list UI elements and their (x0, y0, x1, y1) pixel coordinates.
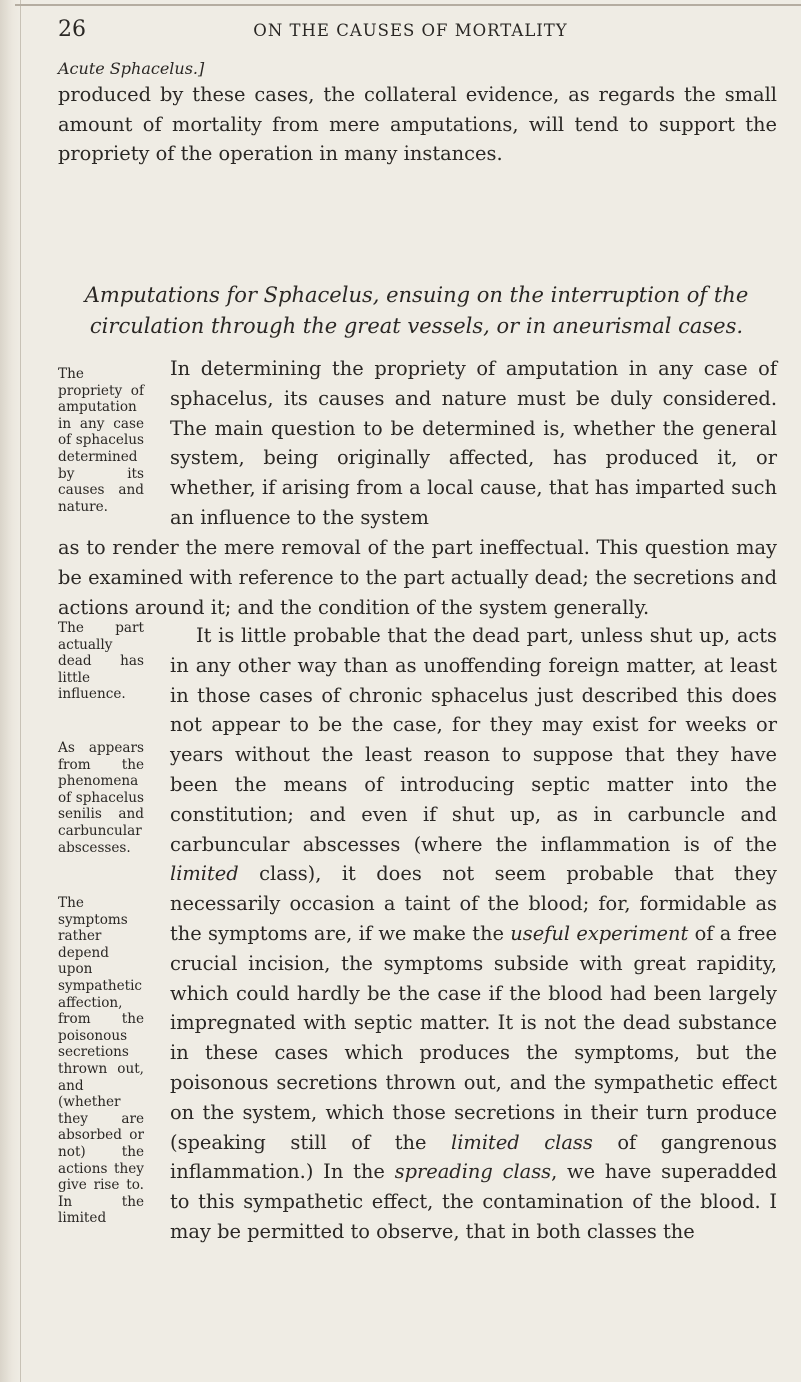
top-page-edge (15, 4, 801, 6)
p2-run: class), it does not seem probable that they necessarily occasion a taint of the blood; for, formidable as the symptoms are, if we make the (170, 862, 777, 945)
p2-emphasis: limited class (451, 1130, 593, 1154)
p2-emphasis: limited (170, 862, 239, 886)
running-head: ON THE CAUSES OF MORTALITY (253, 21, 568, 40)
p2-run: of gangrenous inflammation.) In the (170, 1130, 777, 1184)
page-number: 26 (58, 17, 86, 42)
paragraph-1-part-1: In determining the propriety of amputation in any case of sphacelus, its causes and nature must be duly considered. The main question to be determined is, whether the general system, being originally affected, has produced it, or whether, if arising from a local cause, that has imparted such an influence to the system (170, 357, 777, 529)
p2-emphasis: useful experiment (510, 921, 689, 945)
page-binding-edge (0, 0, 21, 1382)
paragraph-2-text (170, 621, 777, 1247)
margin-note: The symptoms rather depend upon sympathetic affection, from the poisonous secretions thrown out, and (whether they are absorbed or not) the actions they give rise to. In the limited (58, 895, 144, 1227)
catchword: Acute Sphacelus.] (58, 59, 205, 78)
page-header (58, 17, 763, 47)
p2-run: of a free crucial incision, the symptoms subside with great rapidity, which could hardly be the case if the blood had been largely impregnated with septic matter. It is not the dead substance in these cases which produces the symptoms, but the poisonous secretions thrown out, and the sympathetic effect on the system, which those secretions in their turn produce (speaking still of the (170, 921, 777, 1154)
margin-note: As appears from the phenomena of sphacelus senilis and carbuncular abscesses. (58, 740, 144, 856)
intro-paragraph: produced by these cases, the collateral evidence, as regards the small amount of mortality from mere amputations, will tend to support the propriety of the operation in many instances. (58, 83, 777, 165)
p2-run: It is little probable that the dead part, unless shut up, acts in any other way than as unoffending foreign matter, at least in those cases of chronic sphacelus just described this does not appear to be the case, for they may exist for weeks or years without the least reason to suppose that they have been the means of introducing septic matter into the constitution; and even if shut up, as in carbuncle and carbuncular abscesses (where the inflammation is of the (170, 624, 777, 856)
paragraph-1-part-2: as to render the mere removal of the part ineffectual. This question may be examined with reference to the part actually dead; the secretions and actions around it; and the condition of the system generally. (58, 536, 777, 619)
section-heading: Amputations for Sphacelus, ensuing on the interruption of the circulation through the great vessels, or in aneurismal cases. (84, 283, 749, 338)
paragraph-1-indented (170, 354, 777, 533)
p2-emphasis: spreading class (394, 1160, 552, 1184)
intro-block (58, 58, 777, 169)
margin-note: The propriety of amputation in any case of sphacelus determined by its causes and nature. (58, 366, 144, 515)
p2-run: , we have superadded to this sympathetic effect, the contamination of the blood. I may be permitted to observe, that in both classes the (170, 1160, 778, 1243)
paragraph-1-full (58, 533, 777, 622)
paragraph-2 (170, 621, 777, 1247)
margin-note: The part actually dead has little influence. (58, 620, 144, 703)
